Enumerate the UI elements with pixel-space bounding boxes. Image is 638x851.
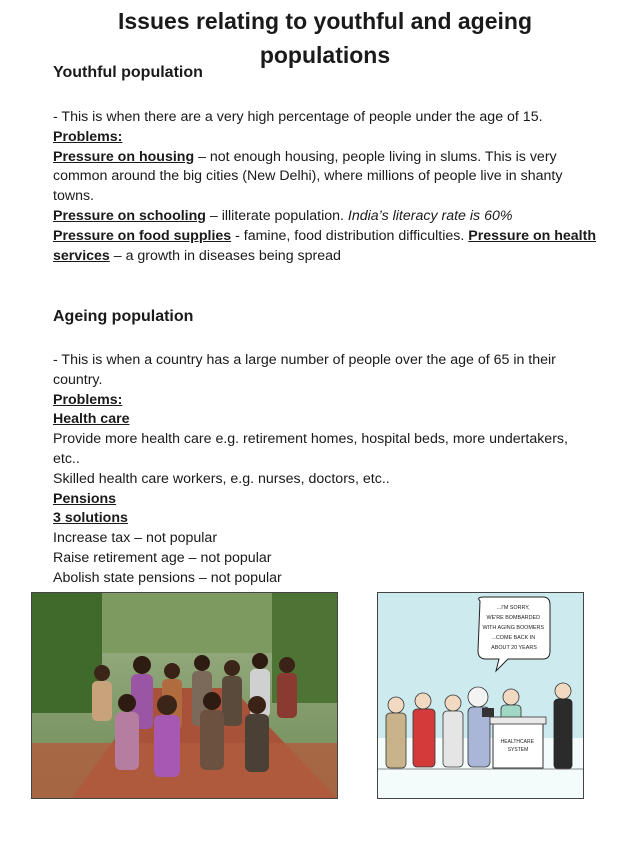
youthful-problems-label: Problems: [53,128,123,145]
healthcare-line-2: Skilled health care workers, e.g. nurses, doctors, etc.. [53,470,390,487]
desk-sign-line-1: HEALTHCARE [500,739,534,745]
speech-line-5: ABOUT 20 YEARS [491,645,537,651]
solution-3: Abolish state pensions – not popular [53,569,282,586]
page-title: Issues relating to youthful and ageing populations [117,8,533,68]
literacy-rate-note: India’s literacy rate is 60% [347,207,513,224]
ageing-definition: - This is when a country has a large number of people over the age of 65 in their country. [53,352,556,388]
doctor-figure [554,683,572,769]
speech-line-2: WE'RE BOMBARDED [486,615,540,621]
housing-text: – not enough housing, people living in slums. This is very common around the big cities (New Delhi), where millions of people live in shanty towns. [53,148,563,205]
ageing-problems-label: Problems: [53,391,123,408]
food-text: - famine, food distribution difficulties. [231,227,469,244]
speech-line-3: WITH AGING BOOMERS [482,625,544,631]
health-services-text: – a growth in diseases being spread [109,247,341,264]
solution-1: Increase tax – not popular [53,530,218,547]
healthcare-cartoon [377,592,584,799]
speech-line-1: ...I'M SORRY, [496,605,530,611]
health-services-label: Pressure on health services [53,227,597,264]
ageing-section [53,351,598,589]
youthful-definition: - This is when there are a very high percentage of people under the age of 15. [53,109,543,125]
pensions-label: Pensions [53,490,117,507]
ageing-heading: Ageing population [53,308,194,325]
children-photo-illustration [32,593,337,798]
solution-2: Raise retirement age – not popular [53,549,272,566]
cartoon-illustration [378,593,583,798]
youthful-heading: Youthful population [53,64,203,81]
schooling-label: Pressure on schooling [53,207,206,224]
schooling-paragraph [53,207,598,227]
housing-label: Pressure on housing [53,148,195,165]
food-health-paragraph [53,227,598,267]
healthcare-line-1: Provide more health care e.g. retirement homes, hospital beds, more undertakers, etc.. [53,431,568,467]
housing-paragraph [53,148,598,207]
desk-sign-line-2: SYSTEM [507,747,529,753]
food-label: Pressure on food supplies [53,227,232,244]
speech-line-4: ...COME BACK IN [491,635,536,641]
children-photo [31,592,338,799]
schooling-text: – illiterate population. [205,207,348,224]
solutions-label: 3 solutions [53,510,128,527]
healthcare-label: Health care [53,411,130,428]
youthful-section [53,108,598,266]
